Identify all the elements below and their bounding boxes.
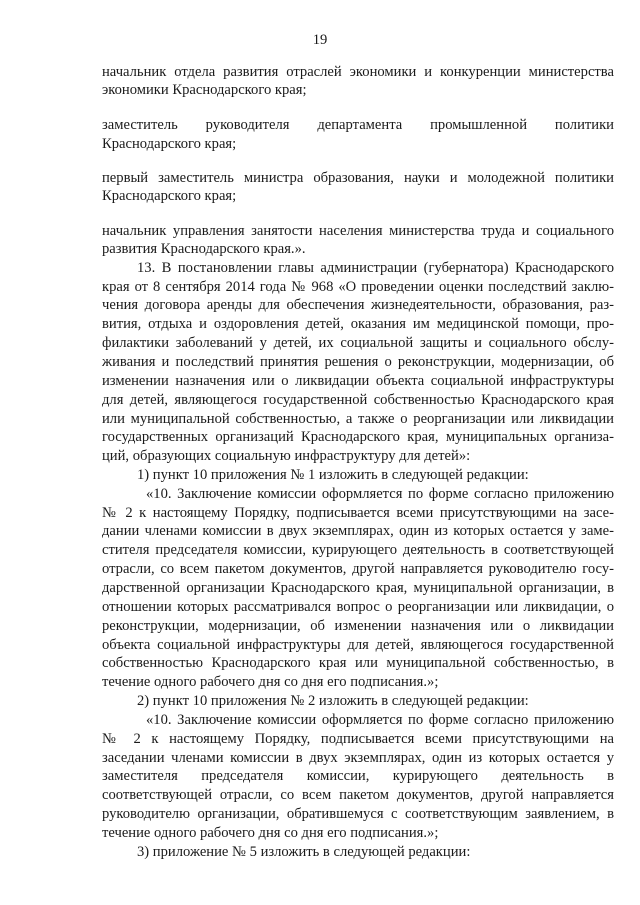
text-line: 13. В постановлении главы администрации (губернатора) Краснодарского <box>137 260 614 276</box>
text-line: отношении которых рассматривался вопрос о реорганизации или ликвидации, о <box>102 599 614 615</box>
text-line: собственностью Краснодарского края или муниципальной собственностью, в <box>102 655 614 671</box>
text-line: экономики Краснодарского края; <box>102 82 307 98</box>
text-line: ций, образующих социальную инфраструктуру для детей»: <box>102 448 471 464</box>
text-line: стителя председателя комиссии, курирующего деятельность в соответствующей <box>102 542 614 558</box>
text-line: или муниципальной собственностью, а также о реорганизации или ликвидации <box>102 411 614 427</box>
text-line: течение одного рабочего дня со дня его подписания.»; <box>102 825 439 841</box>
text-line: вития, отдыха и оздоровления детей, оказания им медицинской помощи, про- <box>102 316 614 332</box>
text-line: дарственной организации Краснодарского края, муниципальной организации, в <box>102 580 614 596</box>
text-line: начальник управления занятости населения министерства труда и социального <box>102 223 614 239</box>
text-line: «10. Заключение комиссии оформляется по форме согласно приложению <box>146 486 614 502</box>
text-line: отрасли, со всем пакетом документов, другой направляется руководителю госу- <box>102 561 614 577</box>
text-line: края от 8 сентября 2014 года № 968 «О проведении оценки последствий заклю- <box>102 279 614 295</box>
text-line: для детей, являющегося государственной собственностью Краснодарского края <box>102 392 614 408</box>
text-line: № 2 к настоящему Порядку, подписывается всеми присутствующими на засе- <box>102 505 614 521</box>
text-line: живания и последствий принятия решения о реконструкции, модернизации, об <box>102 354 614 370</box>
text-line: начальник отдела развития отраслей экономики и конкуренции министерства <box>102 64 614 80</box>
text-line: заместителя председателя комиссии, курирующего деятельность в <box>102 768 614 784</box>
text-line: первый заместитель министра образования, науки и молодежной политики <box>102 170 614 186</box>
text-line: чения договора аренды для обеспечения жизнедеятельности, образования, раз- <box>102 297 614 313</box>
text-line: № 2 к настоящему Порядку, подписывается всеми присутствующими на <box>102 731 614 747</box>
text-line: развития Краснодарского края.». <box>102 241 306 257</box>
text-line: изменении назначения или о ликвидации объекта социальной инфраструктуры <box>102 373 614 389</box>
text-line: реконструкции, модернизации, об изменении назначения или о ликвидации <box>102 618 614 634</box>
text-line: государственных организаций Краснодарского края, муниципальных организа- <box>102 429 614 445</box>
text-line: 3) приложение № 5 изложить в следующей редакции: <box>137 844 471 860</box>
text-line: дании членами комиссии в двух экземплярах, один из которых остается у заме- <box>102 523 614 539</box>
text-line: 2) пункт 10 приложения № 2 изложить в следующей редакции: <box>137 693 529 709</box>
text-line: соответствующей отрасли, со всем пакетом документов, другой направляется <box>102 787 614 803</box>
text-line: филактики заболеваний у детей, их социальной защиты и социального обслу- <box>102 335 614 351</box>
text-line: 1) пункт 10 приложения № 1 изложить в следующей редакции: <box>137 467 529 483</box>
text-line: Краснодарского края; <box>102 188 237 204</box>
text-line: течение одного рабочего дня со дня его подписания.»; <box>102 674 439 690</box>
text-line: заседании членами комиссии в двух экземплярах, один из которых остается у <box>102 750 614 766</box>
text-line: Краснодарского края; <box>102 136 237 152</box>
text-line: объекта социальной инфраструктуры для детей, являющегося государственной <box>102 637 614 653</box>
text-line: заместитель руководителя департамента промышленной политики <box>102 117 614 133</box>
text-line: «10. Заключение комиссии оформляется по форме согласно приложению <box>146 712 614 728</box>
text-line: руководителю организации, обратившемуся с соответствующим заявлением, в <box>102 806 614 822</box>
page-number: 19 <box>312 32 328 48</box>
